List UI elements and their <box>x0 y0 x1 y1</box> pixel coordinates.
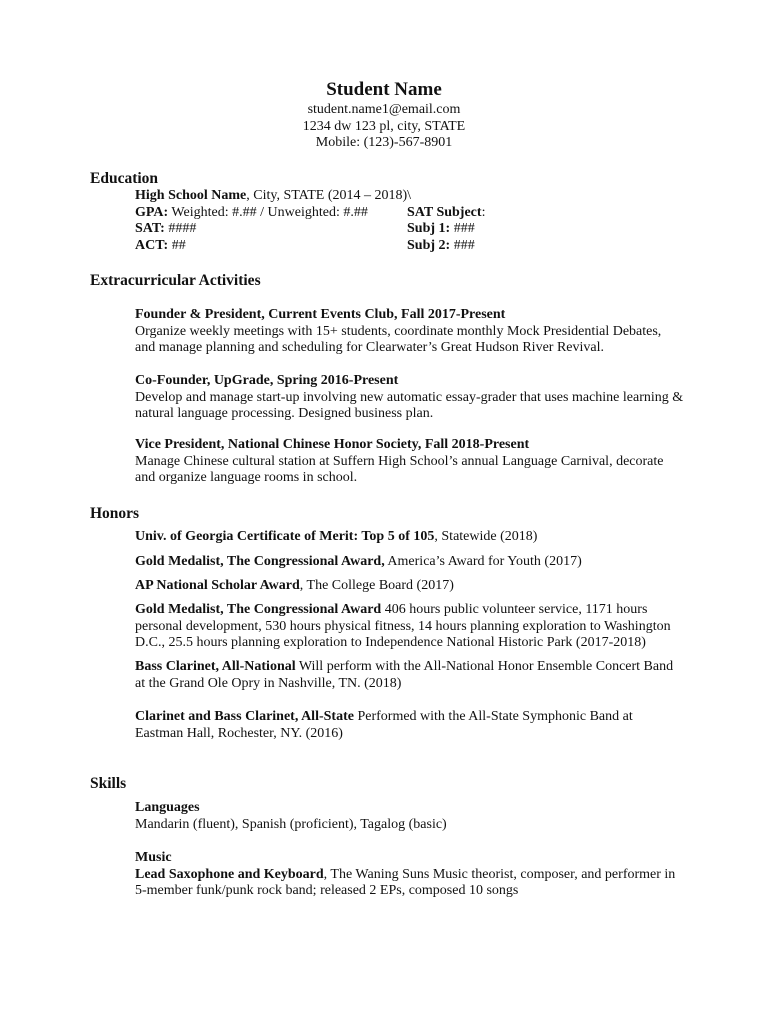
sat-subject-colon: : <box>481 204 486 220</box>
subj2-value: ### <box>450 237 475 253</box>
email-line: student.name1@email.com <box>307 102 461 117</box>
honor-title: Gold Medalist, The Congressional Award <box>135 602 382 617</box>
school-name: High School Name <box>135 188 247 203</box>
activity-item <box>135 437 695 487</box>
honor-detail: Performed with the All-State Symphonic Band at <box>353 709 633 724</box>
act-label: ACT: <box>135 237 169 253</box>
education-heading: Education <box>90 170 159 187</box>
honor-detail: Will perform with the All-National Honor Ensemble Concert Band <box>295 659 674 674</box>
gpa-value: Weighted: #.## / Unweighted: #.## <box>168 204 368 220</box>
resume-header <box>0 78 768 152</box>
school-line <box>135 188 695 205</box>
activity-desc-line: natural language processing. Designed business plan. <box>135 406 434 421</box>
gpa-row <box>135 205 695 222</box>
activity-desc-line: Manage Chinese cultural station at Suffern High School’s annual Language Carnival, decorate <box>135 453 664 469</box>
skill-languages <box>135 800 695 833</box>
subj1-value: ### <box>450 221 475 236</box>
education-block <box>135 188 695 254</box>
honor-item <box>135 554 695 571</box>
skill-music <box>135 850 695 900</box>
honor-item <box>135 529 695 546</box>
activity-title: Founder & President, Current Events Club, Fall 2017-Present <box>135 307 506 322</box>
music-title: Music <box>135 850 172 865</box>
sat-value: #### <box>164 221 197 236</box>
activity-item <box>135 307 695 357</box>
student-name: Student Name <box>326 79 442 100</box>
activity-title: Co-Founder, UpGrade, Spring 2016-Present <box>135 373 399 388</box>
honor-item <box>135 578 695 595</box>
honor-detail: , Statewide (2018) <box>434 529 538 544</box>
activity-desc-line: and manage planning and scheduling for Clearwater’s Great Hudson River Revival. <box>135 340 604 355</box>
address-line: 1234 dw 123 pl, city, STATE <box>302 118 466 134</box>
subj2-cell <box>407 238 475 255</box>
activities-heading: Extracurricular Activities <box>90 272 261 289</box>
honor-item <box>135 659 695 692</box>
activity-title: Vice President, National Chinese Honor Society, Fall 2018-Present <box>135 437 530 452</box>
skills-heading: Skills <box>90 775 127 792</box>
honor-title: Univ. of Georgia Certificate of Merit: Top 5 of 105 <box>135 529 435 544</box>
honor-detail: 406 hours public volunteer service, 1171 hours <box>381 602 648 617</box>
school-details: , City, STATE (2014 – 2018)\ <box>246 188 412 203</box>
honor-title: AP National Scholar Award <box>135 578 300 593</box>
honor-detail: , The College Board (2017) <box>299 578 454 593</box>
activity-item <box>135 373 695 423</box>
sat-row <box>135 221 695 238</box>
honor-detail-line: D.C., 25.5 hours planning exploration to Independence National Historic Park (2017-2018) <box>135 635 646 650</box>
subj1-cell <box>407 221 475 238</box>
sat-label: SAT: <box>135 221 165 236</box>
subj2-label: Subj 2: <box>407 237 451 253</box>
honor-title: Bass Clarinet, All-National <box>135 659 296 674</box>
honor-title: Gold Medalist, The Congressional Award, <box>135 554 385 569</box>
activity-desc-line: Organize weekly meetings with 15+ students, coordinate monthly Mock Presidential Debates, <box>135 323 662 339</box>
honor-detail-line: Eastman Hall, Rochester, NY. (2016) <box>135 725 343 741</box>
honor-item <box>135 709 695 742</box>
activity-desc-line: Develop and manage start-up involving new automatic essay-grader that uses machine learning & <box>135 389 684 405</box>
act-value: ## <box>168 237 186 253</box>
honor-detail: America’s Award for Youth (2017) <box>384 554 582 569</box>
languages-text: Mandarin (fluent), Spanish (proficient), Tagalog (basic) <box>135 816 447 832</box>
honors-heading: Honors <box>90 505 140 522</box>
music-detail: , The Waning Suns Music theorist, composer, and performer in <box>323 866 676 882</box>
activity-desc-line: and organize language rooms in school. <box>135 470 358 485</box>
sat-subject-cell <box>407 205 485 222</box>
languages-title: Languages <box>135 800 200 815</box>
mobile-line: Mobile: (123)-567-8901 <box>315 135 453 150</box>
music-detail-line: 5-member funk/punk rock band; released 2 EPs, composed 10 songs <box>135 883 519 898</box>
subj1-label: Subj 1: <box>407 221 451 236</box>
honor-detail-line: personal development, 530 hours physical fitness, 14 hours planning exploration to Washington <box>135 618 671 634</box>
honor-item <box>135 602 695 652</box>
music-role: Lead Saxophone and Keyboard <box>135 866 324 882</box>
sat-subject-label: SAT Subject <box>407 204 482 220</box>
honor-title: Clarinet and Bass Clarinet, All-State <box>135 709 354 724</box>
act-row <box>135 238 695 255</box>
honor-detail-line: at the Grand Ole Opry in Nashville, TN. (2018) <box>135 675 402 691</box>
gpa-label: GPA: <box>135 204 169 220</box>
